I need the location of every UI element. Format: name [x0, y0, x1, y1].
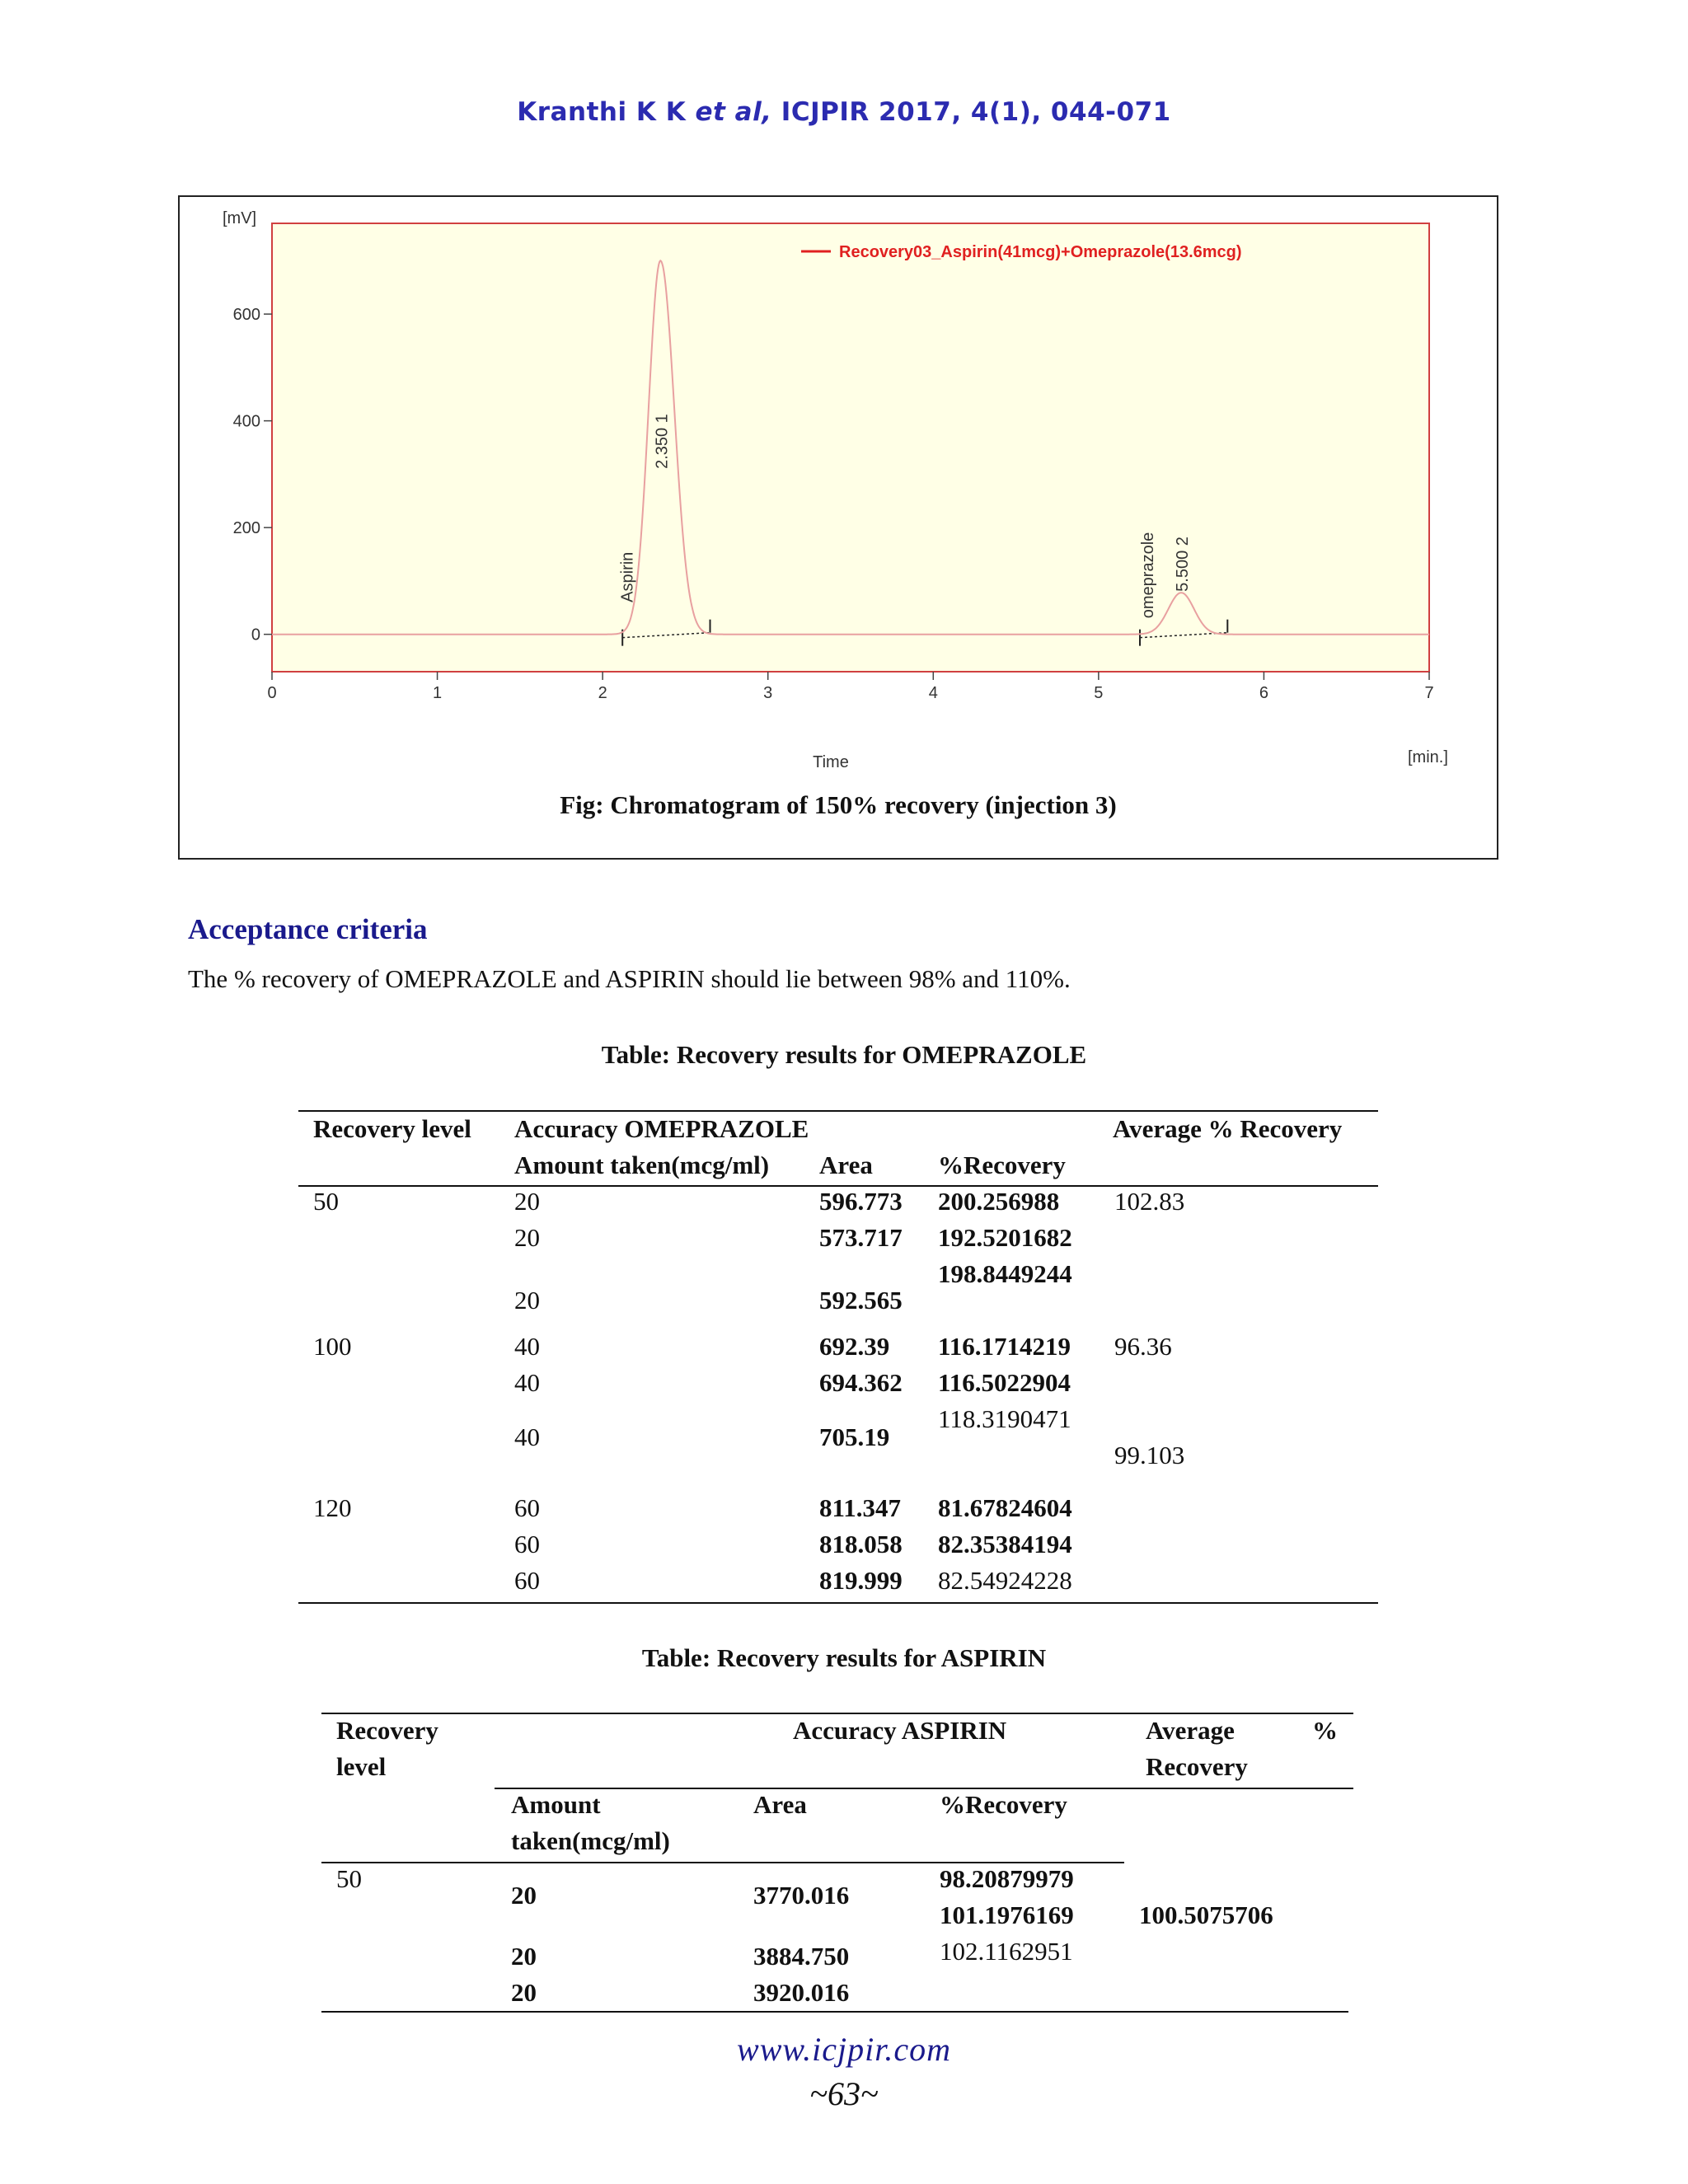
plot-area [272, 223, 1429, 672]
footer-url[interactable]: www.icjpir.com [737, 2031, 951, 2068]
page-number: ~63~ [809, 2075, 879, 2112]
ome-area: 819.999 [819, 1566, 903, 1595]
ome-amount: 40 [514, 1422, 540, 1451]
ome-average: 102.83 [1114, 1187, 1185, 1216]
x-unit-label: [min.] [1408, 748, 1448, 766]
asp-amount: 20 [511, 1881, 537, 1910]
header-etal: et al, [695, 97, 772, 127]
ome-recovery: 200.256988 [938, 1187, 1060, 1216]
peak-compound-label: Aspirin [618, 551, 637, 602]
ome-amount: 20 [514, 1286, 540, 1315]
ome-level-100: 100 [313, 1332, 352, 1361]
asp-h-amount-2: taken(mcg/ml) [511, 1826, 670, 1855]
asp-area: 3920.016 [753, 1978, 850, 2007]
asp-h-level-1: Recovery [336, 1716, 438, 1745]
ome-area: 694.362 [819, 1368, 903, 1397]
asp-area: 3770.016 [753, 1881, 850, 1910]
asp-recovery: 102.1162951 [940, 1937, 1073, 1966]
peak-rt-label: 5.500 2 [1174, 537, 1193, 592]
ome-h-amount: Amount taken(mcg/ml) [514, 1151, 770, 1179]
ome-recovery: 116.1714219 [938, 1332, 1071, 1361]
ome-amount: 60 [514, 1566, 540, 1595]
asp-h-recovery: %Recovery [940, 1790, 1067, 1819]
ome-amount: 40 [514, 1368, 540, 1397]
asp-level-50: 50 [336, 1864, 362, 1893]
acceptance-text: The % recovery of OMEPRAZOLE and ASPIRIN should lie between 98% and 110%. [188, 964, 1071, 993]
asp-amount: 20 [511, 1942, 537, 1971]
ome-h-recovery: %Recovery [938, 1151, 1066, 1179]
acceptance-heading: Acceptance criteria [188, 913, 428, 945]
omeprazole-table-caption: Table: Recovery results for OMEPRAZOLE [601, 1040, 1087, 1069]
ome-h-average: Average % Recovery [1113, 1114, 1343, 1143]
x-tick-label: 0 [267, 684, 277, 702]
ome-recovery: 198.8449244 [938, 1259, 1072, 1288]
ome-level-50: 50 [313, 1187, 339, 1216]
ome-area: 592.565 [819, 1286, 903, 1315]
x-tick-label: 7 [1424, 684, 1434, 702]
y-tick-label: 200 [232, 519, 260, 538]
ome-amount: 40 [514, 1332, 540, 1361]
x-tick-label: 1 [433, 684, 443, 702]
x-tick-label: 3 [763, 684, 773, 702]
header-journal: ICJPIR 2017, 4(1), 044-071 [781, 97, 1171, 127]
figure-box [178, 195, 1498, 860]
x-tick-label: 4 [928, 684, 938, 702]
ome-amount: 20 [514, 1187, 540, 1216]
asp-average: 100.5075706 [1139, 1900, 1273, 1929]
ome-area: 818.058 [819, 1530, 903, 1558]
x-tick-label: 5 [1094, 684, 1104, 702]
ome-area: 596.773 [819, 1187, 903, 1216]
ome-area: 573.717 [819, 1223, 903, 1252]
asp-recovery: 98.20879979 [940, 1864, 1074, 1893]
ome-amount: 20 [514, 1223, 540, 1252]
aspirin-table-caption: Table: Recovery results for ASPIRIN [641, 1643, 1047, 1672]
ome-recovery: 116.5022904 [938, 1368, 1071, 1397]
peak-compound-label: omeprazole [1139, 532, 1158, 619]
asp-h-average-1: Average [1146, 1716, 1235, 1745]
header-authors: Kranthi K K [517, 97, 687, 127]
asp-h-accuracy: Accuracy ASPIRIN [793, 1716, 1007, 1745]
ome-level-120: 120 [313, 1493, 352, 1522]
ome-area: 705.19 [819, 1422, 890, 1451]
asp-h-amount-1: Amount [511, 1790, 601, 1819]
asp-amount: 20 [511, 1978, 537, 2007]
x-tick-label: 6 [1259, 684, 1268, 702]
ome-recovery: 82.54924228 [938, 1566, 1072, 1595]
asp-recovery: 101.1976169 [940, 1900, 1074, 1929]
asp-h-level-2: level [336, 1752, 387, 1781]
ome-recovery: 82.35384194 [938, 1530, 1072, 1558]
ome-area: 811.347 [819, 1493, 902, 1522]
asp-h-average-2: Recovery [1146, 1752, 1248, 1781]
y-tick-label: 600 [232, 306, 260, 325]
asp-h-area: Area [753, 1790, 807, 1819]
x-tick-label: 2 [598, 684, 607, 702]
ome-area: 692.39 [819, 1332, 890, 1361]
y-tick-label: 0 [251, 626, 260, 644]
legend-label: Recovery03_Aspirin(41mcg)+Omeprazole(13.6mcg) [839, 243, 1242, 261]
figure-caption: Fig: Chromatogram of 150% recovery (injection 3) [560, 790, 1117, 819]
running-header [0, 97, 1688, 127]
ome-h-area: Area [819, 1151, 873, 1179]
ome-average: 99.103 [1114, 1441, 1185, 1469]
ome-average: 96.36 [1114, 1332, 1172, 1361]
y-tick-label: 400 [232, 412, 260, 431]
ome-recovery: 192.5201682 [938, 1223, 1072, 1252]
ome-recovery: 81.67824604 [938, 1493, 1072, 1522]
ome-recovery: 118.3190471 [938, 1404, 1071, 1433]
asp-area: 3884.750 [753, 1942, 850, 1971]
asp-h-average-pct: % [1312, 1716, 1338, 1745]
y-unit-label: [mV] [223, 209, 257, 227]
chromatogram-chart [180, 197, 1497, 774]
ome-amount: 60 [514, 1493, 540, 1522]
ome-h-level: Recovery level [313, 1114, 471, 1143]
x-axis-title: Time [813, 753, 849, 771]
ome-amount: 60 [514, 1530, 540, 1558]
peak-rt-label: 2.350 1 [653, 414, 672, 469]
ome-h-accuracy: Accuracy OMEPRAZOLE [514, 1114, 809, 1143]
